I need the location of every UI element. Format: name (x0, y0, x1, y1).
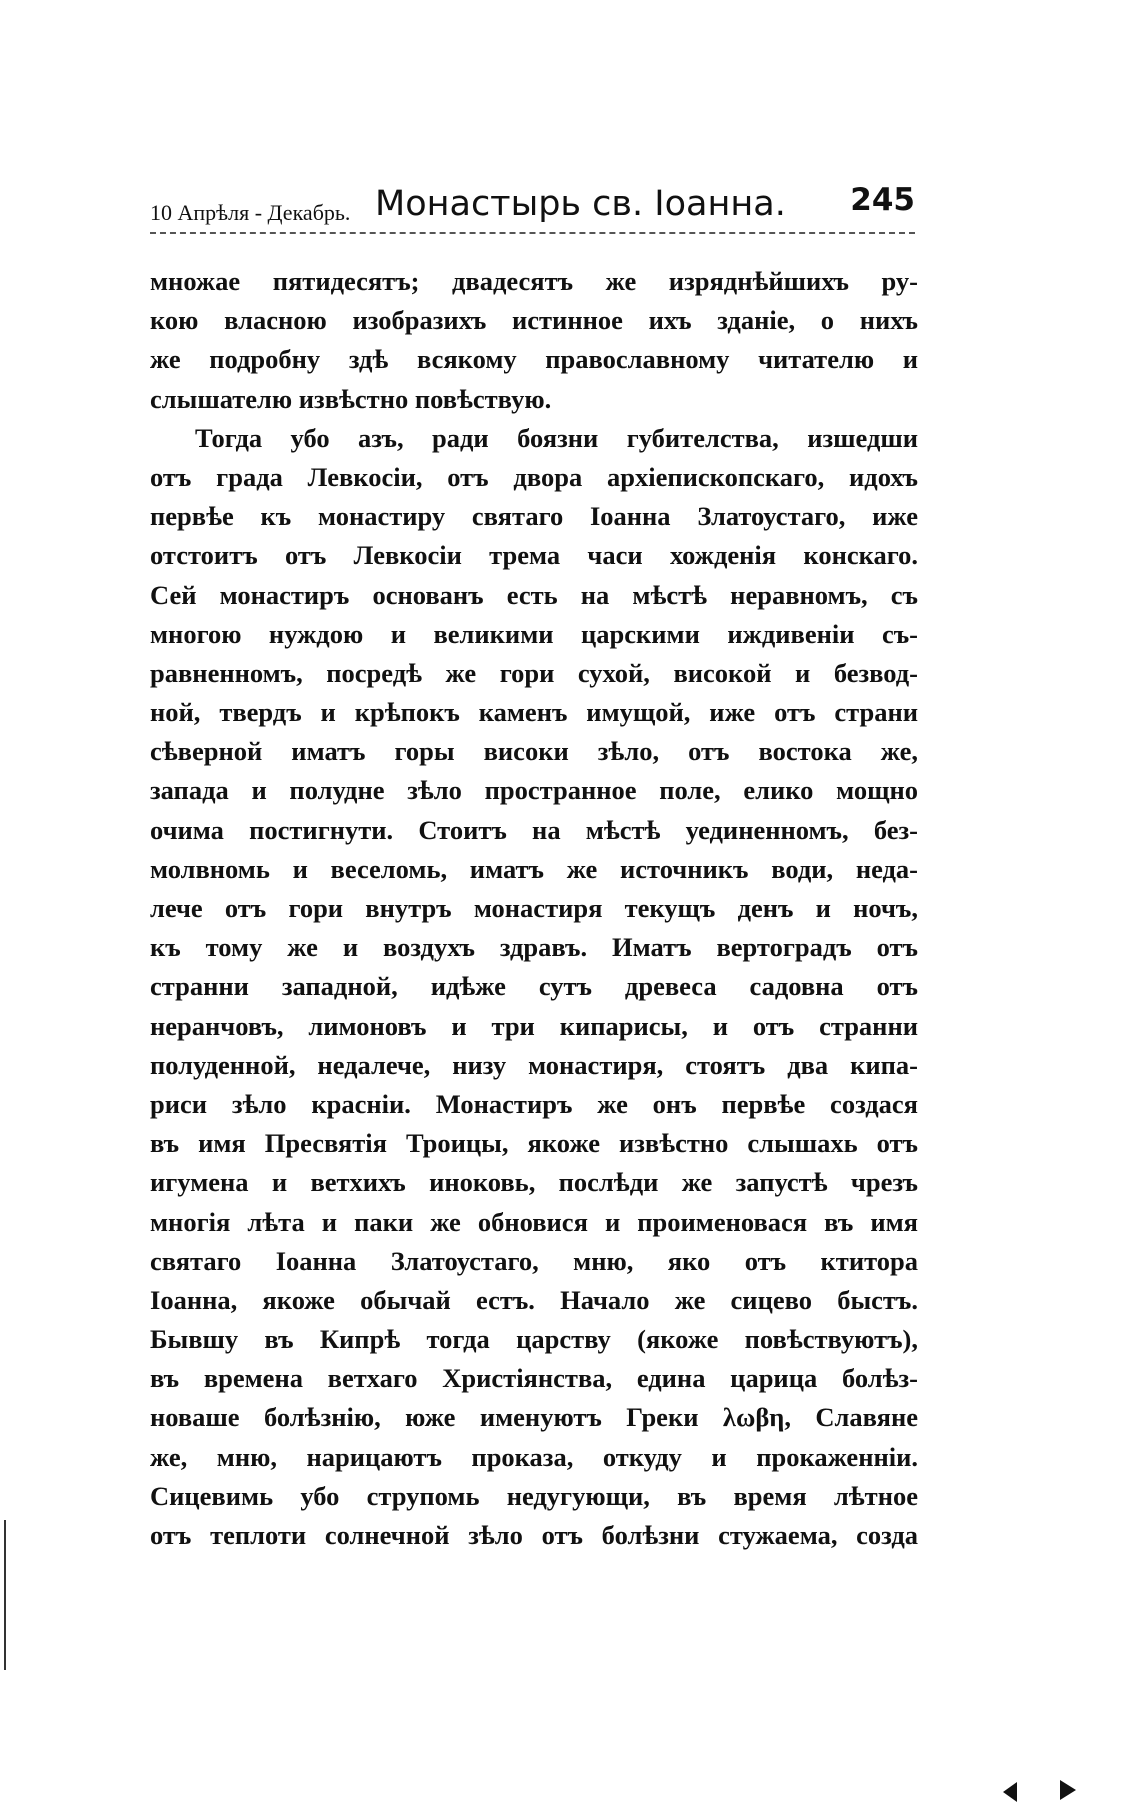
text-line: Сицевимь убо струпомь недугующи, въ время лѣтное (150, 1480, 918, 1511)
text-line: полуденной, недалече, низу монастиря, стоятъ два кипа- (150, 1049, 918, 1080)
text-line: святаго Іоанна Златоустаго, мню, яко отъ ктитора (150, 1245, 918, 1276)
text-line: же, мню, нарицаютъ проказа, откуду и прокаженніи. (150, 1441, 918, 1472)
header-rule (150, 232, 915, 234)
text-line: слышателю извѣстно повѣствую. (150, 383, 552, 414)
text-line: лече отъ гори внутръ монастиря текущъ денъ и ночъ, (150, 893, 918, 923)
text-line: сѣверной иматъ горы високи зѣло, отъ востока же, (150, 736, 918, 767)
text-line: въ имя Пресвятія Троицы, якоже извѣстно слышахь отъ (150, 1128, 918, 1159)
running-header-title: Монастырь св. Іоанна. (375, 184, 786, 224)
text-line: неранчовъ, лимоновъ и три кипарисы, и отъ странни (150, 1010, 918, 1041)
text-line: ной, твердъ и крѣпокъ каменъ имущой, иже отъ страни (150, 697, 918, 728)
text-line: же подробну здѣ всякому православному читателю и (150, 344, 918, 375)
text-line: къ тому же и воздухъ здравъ. Иматъ вертоградъ отъ (150, 932, 918, 963)
text-line: Тогда убо азъ, ради боязни губителства, изшедши (195, 422, 918, 453)
text-line: риси зѣло красніи. Монастиръ же онъ первѣе создася (150, 1088, 918, 1119)
text-line: отстоитъ отъ Левкосіи трема часи хожденія конскаго. (150, 540, 918, 571)
text-line: первѣе къ монастиру святаго Іоанна Златоустаго, иже (150, 501, 918, 532)
text-line: многою нуждою и великими царскими иждивеніи съ- (150, 618, 918, 649)
text-line: Сей монастиръ основанъ есть на мѣстѣ неравномъ, съ (150, 579, 918, 610)
text-line: кою власною изобразихъ истинное ихъ зданіе, о нихъ (150, 305, 918, 336)
running-header-date: 10 Апрѣля - Декабрь. (150, 200, 351, 225)
body-text (150, 262, 918, 1555)
text-line: новаше болѣзнію, юже именуютъ Греки λωβη, Славяне (150, 1402, 918, 1433)
text-line: равненномъ, посредѣ же гори сухой, високой и безвод- (150, 657, 918, 688)
text-line: многія лѣта и паки же обновися и проименовася въ имя (150, 1206, 918, 1237)
page-number: 245 (850, 182, 915, 218)
text-line: молвномь и веселомь, иматъ же источникъ води, неда- (150, 853, 918, 884)
text-line: отъ града Левкосіи, отъ двора архіепископскаго, идохъ (150, 461, 918, 492)
text-line: странни западной, идѣже сутъ древеса садовна отъ (150, 971, 918, 1002)
text-line: игумена и ветхихъ иноковь, послѣди же запустѣ чрезъ (150, 1167, 918, 1198)
text-line: отъ теплоти солнечной зѣло отъ болѣзни стужаема, созда (150, 1520, 918, 1550)
text-line: Іоанна, якоже обычай естъ. Начало же сицево быстъ. (150, 1284, 918, 1315)
text-line: Бывшу въ Кипрѣ тогда царству (якоже повѣствуютъ), (150, 1324, 918, 1355)
text-line: очима постигнути. Стоитъ на мѣстѣ уединенномъ, без- (150, 814, 918, 845)
scan-margin-line (4, 1520, 6, 1670)
text-line: множае пятидесятъ; двадесятъ же изряднѣйшихъ ру- (150, 266, 918, 296)
scan-marker-right-icon (1060, 1780, 1076, 1800)
text-line: запада и полудне зѣло пространное поле, елико мощно (150, 775, 918, 806)
scan-marker-left-icon (1003, 1782, 1017, 1802)
text-line: въ времена ветхаго Христіянства, едина царица болѣз- (150, 1363, 918, 1394)
page-header (150, 178, 915, 234)
